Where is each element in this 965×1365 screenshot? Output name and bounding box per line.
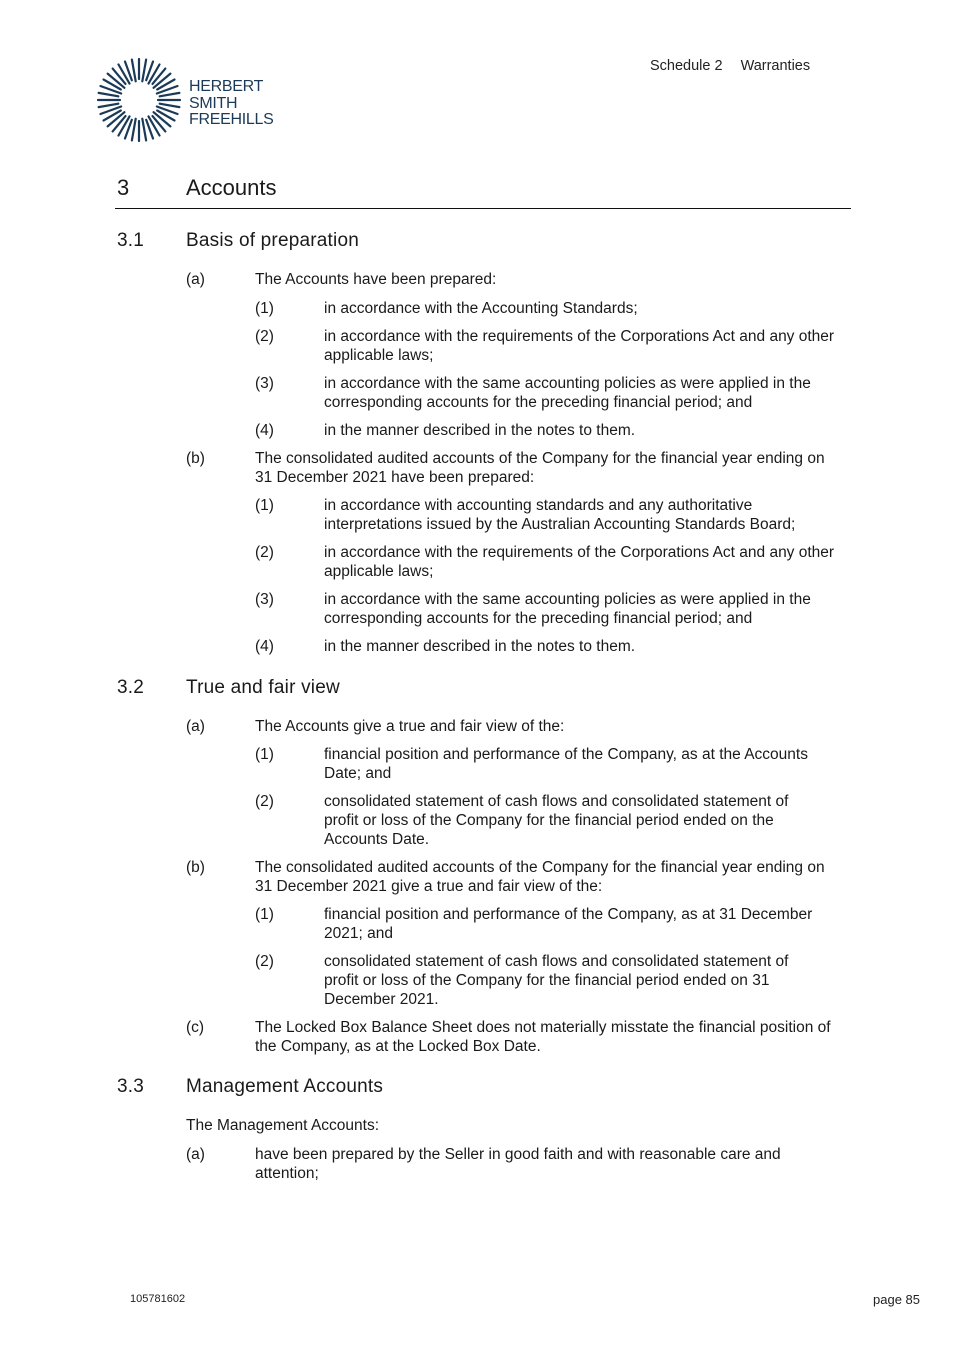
logo-line-2: SMITH <box>189 94 238 112</box>
clause-text: have been prepared by the Seller in good faith and with reasonable care and attention; <box>255 1146 781 1182</box>
clause-label: (a) <box>186 271 205 288</box>
sunburst-ray <box>142 60 146 82</box>
subclause-label: (2) <box>255 953 274 970</box>
logo-line-1: HERBERT <box>189 78 264 95</box>
sunburst-ray <box>142 119 146 141</box>
subclause-label: (1) <box>255 906 274 923</box>
subclause-label: (2) <box>255 328 274 345</box>
sunburst-ray <box>99 104 119 107</box>
sunburst-ray <box>160 93 180 96</box>
sunburst-ray <box>132 119 136 141</box>
heading-number: 3 <box>117 175 130 200</box>
sunburst-logo-icon <box>97 58 181 142</box>
subclause-text: in accordance with the Accounting Standards; <box>324 300 638 317</box>
clause-3-3-intro: The Management Accounts: <box>186 1117 380 1134</box>
document-id: 105781602 <box>130 1293 186 1305</box>
clause-label: (a) <box>186 1146 205 1163</box>
subclause-label: (4) <box>255 638 274 655</box>
subheading-title: Basis of preparation <box>186 230 359 251</box>
clause-text: The Accounts have been prepared: <box>255 271 497 288</box>
subheading-title: Management Accounts <box>186 1076 384 1097</box>
subclause-label: (1) <box>255 300 274 317</box>
running-header <box>650 58 810 74</box>
clause-text: The Accounts give a true and fair view of the: <box>255 718 565 735</box>
clause-text: The consolidated audited accounts of the Company for the financial year ending on 31 December 2021 give a true and fair view of the: <box>255 859 825 895</box>
subclause-label: (3) <box>255 375 274 392</box>
sunburst-ray <box>160 104 180 107</box>
clause-label: (a) <box>186 718 205 735</box>
subclause-text: in accordance with the same accounting policies as were applied in the corresponding accounts for the preceding financial period; and <box>324 591 811 627</box>
logo-line-3: FREEHILLS <box>189 111 274 128</box>
subclause-text: in the manner described in the notes to them. <box>324 422 636 439</box>
schedule-label: Schedule 2 <box>650 58 723 74</box>
schedule-title: Warranties <box>740 58 811 74</box>
subheading-number: 3.2 <box>117 677 145 698</box>
sunburst-ray <box>152 69 165 84</box>
subclause-text: in the manner described in the notes to them. <box>324 638 636 655</box>
section-heading <box>115 175 851 209</box>
subclause-text: in accordance with the requirements of the Corporations Act and any other applicable laws; <box>324 544 835 580</box>
page-number: page 85 <box>873 1292 920 1307</box>
subclause-label: (2) <box>255 544 274 561</box>
sunburst-ray <box>152 116 165 131</box>
sunburst-ray <box>132 60 136 82</box>
subheading-number: 3.3 <box>117 1076 145 1097</box>
heading-title: Accounts <box>186 175 277 200</box>
clause-label: (c) <box>186 1019 205 1036</box>
subclause-text: in accordance with accounting standards and any authoritative interpretations issued by the Australian Accounting Standards Board; <box>324 497 796 533</box>
clause-text: The Locked Box Balance Sheet does not materially misstate the financial position of the Company, as at the Locked Box Date. <box>255 1019 831 1055</box>
sunburst-ray <box>113 116 126 131</box>
sunburst-ray <box>113 69 126 84</box>
subclause-text: financial position and performance of the Company, as at 31 December 2021; and <box>324 906 813 942</box>
subclause-text: in accordance with the same accounting policies as were applied in the corresponding accounts for the preceding financial period; and <box>324 375 811 411</box>
subheading-title: True and fair view <box>186 677 340 698</box>
subclause-text: consolidated statement of cash flows and consolidated statement of profit or loss of the Company for the financial period ended on the Accounts Date. <box>324 793 789 848</box>
subclause-label: (1) <box>255 497 274 514</box>
clause-text: The consolidated audited accounts of the Company for the financial year ending on 31 December 2021 have been prepared: <box>255 450 825 486</box>
clause-label: (b) <box>186 450 205 467</box>
subclause-label: (1) <box>255 746 274 763</box>
subclause-text: in accordance with the requirements of the Corporations Act and any other applicable laws; <box>324 328 835 364</box>
clause-label: (b) <box>186 859 205 876</box>
subclause-text: financial position and performance of the Company, as at the Accounts Date; and <box>324 746 808 782</box>
logo-wordmark <box>189 79 273 129</box>
subclause-text: consolidated statement of cash flows and consolidated statement of profit or loss of the Company for the financial period ended on 31 December 2021. <box>324 953 789 1008</box>
sunburst-ray <box>99 93 119 96</box>
company-logo <box>97 58 287 148</box>
subclause-label: (2) <box>255 793 274 810</box>
subclause-label: (4) <box>255 422 274 439</box>
subheading-number: 3.1 <box>117 230 145 251</box>
subclause-label: (3) <box>255 591 274 608</box>
